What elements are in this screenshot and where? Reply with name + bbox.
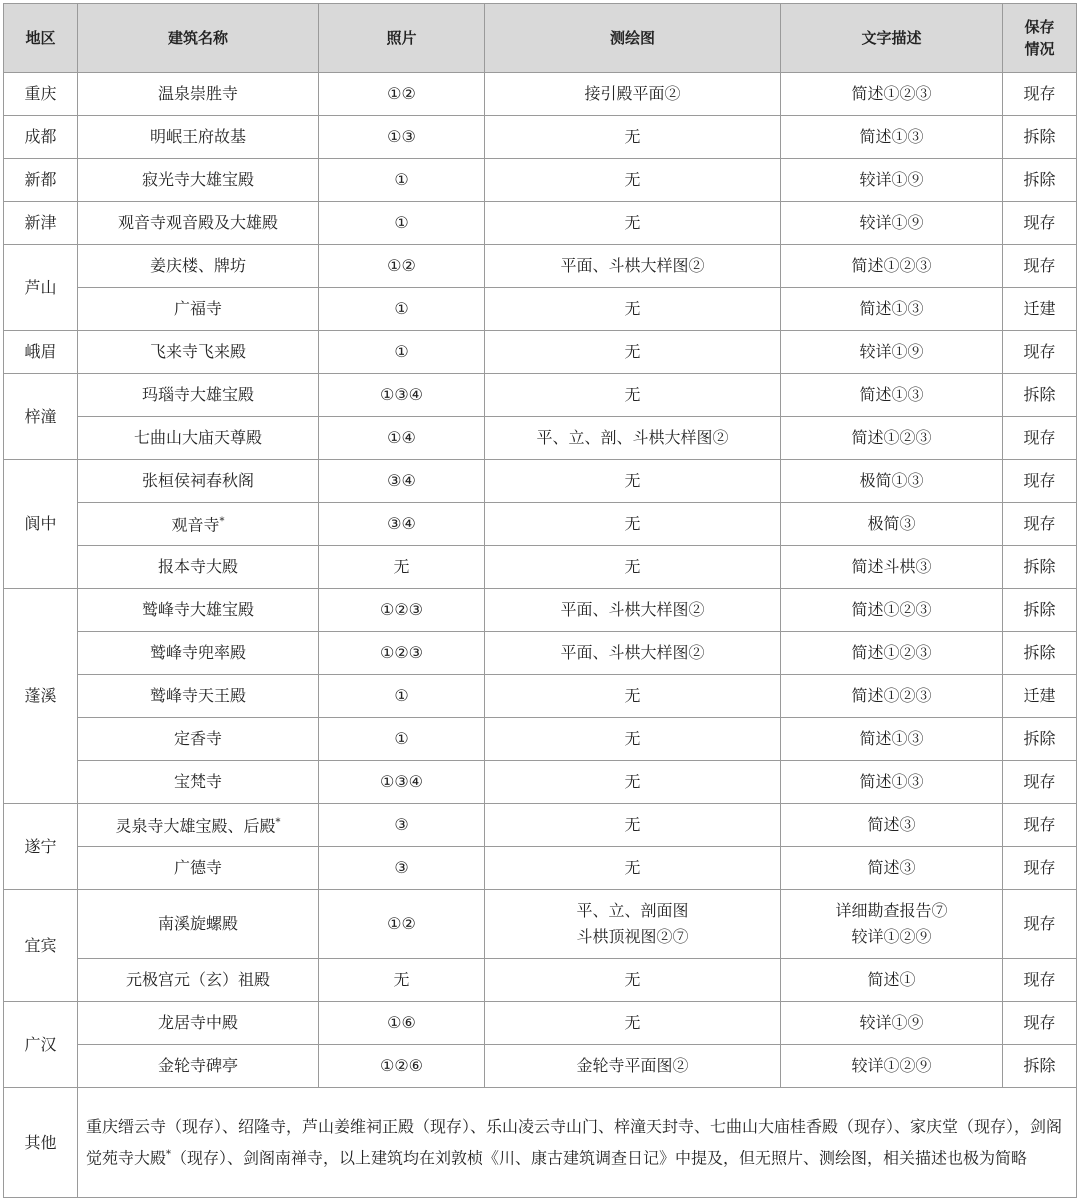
- status-cell: 拆除: [1003, 589, 1077, 632]
- asterisk-mark: *: [275, 817, 281, 829]
- table-row: [4, 761, 1077, 804]
- survey-table: [3, 3, 1077, 1198]
- status-cell: 拆除: [1003, 546, 1077, 589]
- photo-cell: ①⑥: [319, 1002, 485, 1045]
- table-row: [4, 847, 1077, 890]
- table-row: [4, 460, 1077, 503]
- status-cell: 拆除: [1003, 159, 1077, 202]
- status-cell: 现存: [1003, 417, 1077, 460]
- region-cell: 峨眉: [4, 331, 78, 374]
- name-cell: 玛瑙寺大雄宝殿: [78, 374, 319, 417]
- region-cell: 阆中: [4, 460, 78, 589]
- table-row: [4, 804, 1077, 847]
- text-cell: 简述③: [781, 847, 1003, 890]
- name-cell: 宝梵寺: [78, 761, 319, 804]
- photo-cell: ①②: [319, 890, 485, 959]
- status-cell: 迁建: [1003, 288, 1077, 331]
- table-row: [4, 589, 1077, 632]
- text-cell: 简述①②③: [781, 73, 1003, 116]
- status-cell: 现存: [1003, 503, 1077, 546]
- status-cell: 现存: [1003, 761, 1077, 804]
- header-region: 地区: [4, 4, 78, 73]
- status-cell: 现存: [1003, 202, 1077, 245]
- text-cell: 极简①③: [781, 460, 1003, 503]
- status-cell: 现存: [1003, 1002, 1077, 1045]
- asterisk-mark: *: [166, 1148, 172, 1160]
- photo-cell: ①③④: [319, 761, 485, 804]
- photo-cell: ①②③: [319, 589, 485, 632]
- header-name: 建筑名称: [78, 4, 319, 73]
- region-cell: 其他: [4, 1088, 78, 1198]
- drawing-cell: 平面、斗栱大样图②: [485, 632, 781, 675]
- photo-cell: ①: [319, 331, 485, 374]
- photo-cell: ①②⑥: [319, 1045, 485, 1088]
- photo-cell: ③④: [319, 503, 485, 546]
- drawing-cell: 无: [485, 331, 781, 374]
- table-row: [4, 675, 1077, 718]
- text-cell: 极简③: [781, 503, 1003, 546]
- drawing-cell: 无: [485, 675, 781, 718]
- name-cell: 温泉崇胜寺: [78, 73, 319, 116]
- asterisk-mark: *: [219, 516, 225, 528]
- drawing-cell: 无: [485, 546, 781, 589]
- table-row: [4, 417, 1077, 460]
- drawing-cell: 平、立、剖面图 斗栱顶视图②⑦: [485, 890, 781, 959]
- drawing-cell: 平、立、剖、斗栱大样图②: [485, 417, 781, 460]
- text-cell: 简述①②③: [781, 675, 1003, 718]
- region-cell: 广汉: [4, 1002, 78, 1088]
- text-cell: 简述①③: [781, 288, 1003, 331]
- photo-cell: ①④: [319, 417, 485, 460]
- status-cell: 现存: [1003, 847, 1077, 890]
- name-cell: 报本寺大殿: [78, 546, 319, 589]
- text-cell: 较详①⑨: [781, 331, 1003, 374]
- name-cell: 鹫峰寺大雄宝殿: [78, 589, 319, 632]
- status-cell: 迁建: [1003, 675, 1077, 718]
- region-cell: 成都: [4, 116, 78, 159]
- photo-cell: ①②: [319, 73, 485, 116]
- table-row: [4, 73, 1077, 116]
- text-cell: 简述①②③: [781, 245, 1003, 288]
- name-cell: 鹫峰寺天王殿: [78, 675, 319, 718]
- status-cell: 现存: [1003, 890, 1077, 959]
- status-cell: 拆除: [1003, 718, 1077, 761]
- drawing-cell: 无: [485, 116, 781, 159]
- table-row: [4, 116, 1077, 159]
- region-cell: 新都: [4, 159, 78, 202]
- drawing-cell: 无: [485, 718, 781, 761]
- header-photo: 照片: [319, 4, 485, 73]
- other-note: 重庆缙云寺（现存）、绍隆寺，芦山姜维祠正殿（现存）、乐山凌云寺山门、梓潼天封寺、七曲山大庙桂香殿（现存）、家庆堂（现存），剑阁觉苑寺大殿*（现存）、剑阁南禅寺，以上建筑均在刘敦桢《川、康古建筑调查日记》中提及，但无照片、测绘图，相关描述也极为简略: [78, 1088, 1077, 1198]
- name-cell: 观音寺观音殿及大雄殿: [78, 202, 319, 245]
- status-cell: 拆除: [1003, 1045, 1077, 1088]
- status-cell: 现存: [1003, 245, 1077, 288]
- header-row: [4, 4, 1077, 73]
- name-cell: 南溪旋螺殿: [78, 890, 319, 959]
- drawing-cell: 无: [485, 374, 781, 417]
- text-cell: 简述①③: [781, 116, 1003, 159]
- text-cell: 简述③: [781, 804, 1003, 847]
- photo-cell: 无: [319, 959, 485, 1002]
- photo-cell: 无: [319, 546, 485, 589]
- text-cell: 较详①⑨: [781, 159, 1003, 202]
- text-cell: 简述①③: [781, 761, 1003, 804]
- region-cell: 新津: [4, 202, 78, 245]
- drawing-cell: 无: [485, 804, 781, 847]
- table-row: [4, 1002, 1077, 1045]
- name-cell: 观音寺*: [78, 503, 319, 546]
- photo-cell: ①: [319, 718, 485, 761]
- name-cell: 张桓侯祠春秋阁: [78, 460, 319, 503]
- status-cell: 拆除: [1003, 632, 1077, 675]
- header-text: 文字描述: [781, 4, 1003, 73]
- name-cell: 明岷王府故基: [78, 116, 319, 159]
- name-cell: 灵泉寺大雄宝殿、后殿*: [78, 804, 319, 847]
- status-cell: 拆除: [1003, 374, 1077, 417]
- header-status: 保存 情况: [1003, 4, 1077, 73]
- table-row: [4, 959, 1077, 1002]
- name-cell: 七曲山大庙天尊殿: [78, 417, 319, 460]
- status-cell: 现存: [1003, 460, 1077, 503]
- text-cell: 简述①②③: [781, 632, 1003, 675]
- drawing-cell: 无: [485, 159, 781, 202]
- photo-cell: ①: [319, 159, 485, 202]
- text-cell: 简述斗栱③: [781, 546, 1003, 589]
- table-row: [4, 202, 1077, 245]
- name-cell: 鹫峰寺兜率殿: [78, 632, 319, 675]
- region-cell: 梓潼: [4, 374, 78, 460]
- table-row: [4, 374, 1077, 417]
- drawing-cell: 金轮寺平面图②: [485, 1045, 781, 1088]
- drawing-cell: 接引殿平面②: [485, 73, 781, 116]
- text-cell: 简述①②③: [781, 589, 1003, 632]
- drawing-cell: 无: [485, 959, 781, 1002]
- name-cell: 定香寺: [78, 718, 319, 761]
- text-cell: 较详①⑨: [781, 1002, 1003, 1045]
- region-cell: 芦山: [4, 245, 78, 331]
- drawing-cell: 平面、斗栱大样图②: [485, 589, 781, 632]
- region-cell: 遂宁: [4, 804, 78, 890]
- table-row: [4, 288, 1077, 331]
- table-row: [4, 159, 1077, 202]
- name-cell: 姜庆楼、牌坊: [78, 245, 319, 288]
- status-cell: 现存: [1003, 959, 1077, 1002]
- region-cell: 重庆: [4, 73, 78, 116]
- table-row: [4, 890, 1077, 959]
- drawing-cell: 无: [485, 288, 781, 331]
- table-row: [4, 632, 1077, 675]
- table-row: [4, 546, 1077, 589]
- name-cell: 寂光寺大雄宝殿: [78, 159, 319, 202]
- text-cell: 简述①③: [781, 374, 1003, 417]
- region-cell: 宜宾: [4, 890, 78, 1002]
- drawing-cell: 无: [485, 460, 781, 503]
- photo-cell: ①: [319, 288, 485, 331]
- name-cell: 广德寺: [78, 847, 319, 890]
- photo-cell: ①: [319, 202, 485, 245]
- text-cell: 较详①⑨: [781, 202, 1003, 245]
- photo-cell: ①③: [319, 116, 485, 159]
- name-cell: 金轮寺碑亭: [78, 1045, 319, 1088]
- text-cell: 较详①②⑨: [781, 1045, 1003, 1088]
- other-row: [4, 1088, 1077, 1198]
- drawing-cell: 无: [485, 202, 781, 245]
- photo-cell: ③: [319, 804, 485, 847]
- text-cell: 详细勘查报告⑦ 较详①②⑨: [781, 890, 1003, 959]
- drawing-cell: 无: [485, 1002, 781, 1045]
- status-cell: 拆除: [1003, 116, 1077, 159]
- text-cell: 简述①②③: [781, 417, 1003, 460]
- name-cell: 龙居寺中殿: [78, 1002, 319, 1045]
- drawing-cell: 无: [485, 503, 781, 546]
- photo-cell: ①③④: [319, 374, 485, 417]
- table-row: [4, 718, 1077, 761]
- table-row: [4, 1045, 1077, 1088]
- table-row: [4, 331, 1077, 374]
- photo-cell: ①: [319, 675, 485, 718]
- photo-cell: ③: [319, 847, 485, 890]
- photo-cell: ①②③: [319, 632, 485, 675]
- name-cell: 元极宫元（玄）祖殿: [78, 959, 319, 1002]
- status-cell: 现存: [1003, 73, 1077, 116]
- photo-cell: ①②: [319, 245, 485, 288]
- drawing-cell: 无: [485, 847, 781, 890]
- name-cell: 广福寺: [78, 288, 319, 331]
- drawing-cell: 平面、斗栱大样图②: [485, 245, 781, 288]
- photo-cell: ③④: [319, 460, 485, 503]
- table-row: [4, 245, 1077, 288]
- name-cell: 飞来寺飞来殿: [78, 331, 319, 374]
- status-cell: 现存: [1003, 331, 1077, 374]
- text-cell: 简述①③: [781, 718, 1003, 761]
- drawing-cell: 无: [485, 761, 781, 804]
- table-row: [4, 503, 1077, 546]
- text-cell: 简述①: [781, 959, 1003, 1002]
- header-drawing: 测绘图: [485, 4, 781, 73]
- region-cell: 蓬溪: [4, 589, 78, 804]
- status-cell: 现存: [1003, 804, 1077, 847]
